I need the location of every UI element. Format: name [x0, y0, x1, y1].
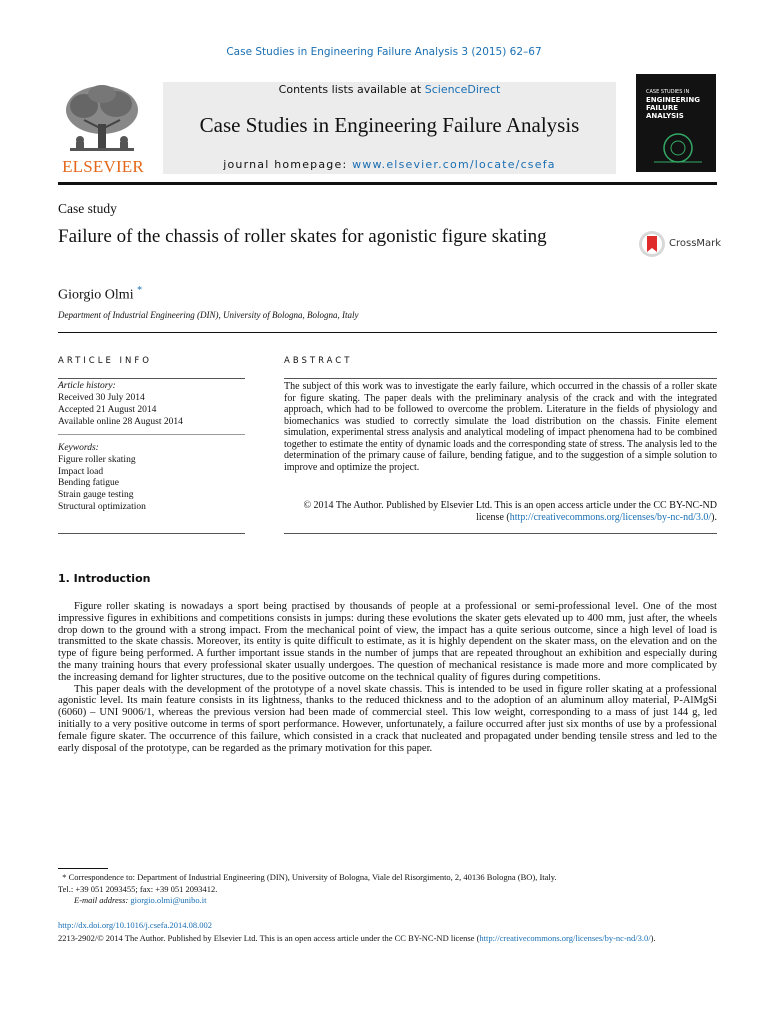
license-text: 2213-2902/© 2014 The Author. Published by Elsevier Ltd. This is an open access article under the CC BY-NC-ND license (	[58, 933, 480, 943]
footnote-line	[58, 872, 717, 884]
history-divider	[58, 434, 245, 435]
keyword: Strain gauge testing	[58, 490, 134, 501]
cover-line: FAILURE	[646, 104, 679, 112]
history-label: Article history:	[58, 381, 116, 391]
email-label: E-mail address:	[74, 895, 131, 905]
doi-link[interactable]: http://dx.doi.org/10.1016/j.csefa.2014.08.002	[58, 920, 213, 930]
journal-reference[interactable]: Case Studies in Engineering Failure Analysis 3 (2015) 62–67	[226, 46, 542, 58]
author-footnote-mark[interactable]: *	[137, 285, 143, 296]
author-affiliation: Department of Industrial Engineering (DIN), University of Bologna, Bologna, Italy	[58, 310, 359, 320]
abstract-bottom-divider	[284, 533, 717, 534]
cover-graphic-icon	[650, 126, 706, 166]
contents-line	[163, 83, 616, 96]
header-divider	[58, 182, 717, 185]
abstract-copyright	[284, 500, 717, 524]
history-accepted: Accepted 21 August 2014	[58, 405, 157, 415]
keywords-list	[58, 443, 245, 514]
keywords-label: Keywords:	[58, 443, 99, 453]
introduction-body	[58, 601, 717, 754]
homepage-prefix: journal homepage:	[223, 158, 353, 171]
publisher-name: ELSEVIER	[62, 157, 144, 176]
history-online: Available online 28 August 2014	[58, 417, 183, 427]
copyright-end: ).	[711, 512, 717, 523]
cover-line: ENGINEERING	[646, 96, 701, 104]
email-link[interactable]: giorgio.olmi@unibo.it	[130, 895, 207, 905]
cover-line: ANALYSIS	[646, 112, 684, 120]
license-footer	[58, 933, 717, 945]
abstract-text: The subject of this work was to investigate the early failure, which occurred in the chassis of a roller skate for figure skating. The paper deals with the preliminary analysis of the crack and with the integrated approach, which had to be followed to overcome the problem. Literature in the fields of physiology and biomechanics was studied to correctly simulate the load distribution on the chassis. Finite element simulation, experimental stress analysis and analytical modeling of impact phenomena had to be combined together to estimate the entity of dynamic loads and the corresponding state of stress. The analysis led to the determination of the primary cause of failure, bending fatigue, and to the suggestion of a simple solution to improve and optimize the project.	[284, 381, 717, 473]
paragraph: This paper deals with the development of the prototype of a novel skate chassis. This is intended to be used in figure roller skating at a professional agonistic level. Its main feature consists in its lightness, thanks to the reduced thickness and to the adoption of an aluminum alloy material, P-AlMgSi (6060) – UNI 9006/1, whereas the previous version had been made of commercial steel. This low weight, corresponding to a mass of just 144 g, led initially to a very positive outcome in terms of sport performance. However, unfortunately, a failure occurred after just six months of use by a professional female figure skater. The occurrence of this failure, which consisted in a crack that nucleated and propagated under bending tensile stress and led to the early disposal of the prototype, can be regarded as the primary motivation for this paper.	[58, 683, 717, 754]
keyword: Impact load	[58, 466, 104, 477]
sciencedirect-link[interactable]: ScienceDirect	[424, 83, 501, 96]
footnote-divider	[58, 868, 108, 869]
license-end: ).	[650, 933, 656, 943]
title-divider	[58, 332, 717, 333]
footer-license-link[interactable]: http://creativecommons.org/licenses/by-nc-nd/3.0/	[479, 933, 651, 943]
journal-title: Case Studies in Engineering Failure Analysis	[199, 113, 580, 137]
abstract-divider	[284, 378, 717, 379]
article-history	[58, 380, 245, 428]
license-link[interactable]: http://creativecommons.org/licenses/by-nc-nd/3.0/	[509, 512, 712, 523]
info-divider	[58, 378, 245, 379]
section-heading-introduction: 1. Introduction	[58, 572, 151, 585]
crossmark-label[interactable]: CrossMark	[669, 238, 722, 249]
paragraph: Figure roller skating is nowadays a sport being practised by thousands of people at a professional or semi-professional level. One of the most impressive figures in exhibitions and competitions consists in jumps: during these evolutions the skater gets elevated up to 400 mm, just after, the wheels drop down to the ground with a strong impact. From the mechanical point of view, the impact has a quite serious outcome, since a high level of load is transmitted to the skate chassis. Moreover, its entity is quite difficult to estimate, as it is highly dependent on the skater mass, on the elevation and on the type of figure being performed. A further important issue stands in the number of jumps that are repeated throughout an exhibition and especially during the many training hours that every professional skater usually undergoes. The question of mechanical resistance is made more and more complicated by the increasing demand for lighter structures, due to the positive outcome on the technical quality of figures during competitions.	[58, 601, 717, 683]
footnote-tel: Tel.: +39 051 2093455; fax: +39 051 2093412.	[58, 883, 218, 894]
article-title: Failure of the chassis of roller skates for agonistic figure skating	[58, 226, 547, 247]
cover-line: CASE STUDIES IN	[646, 89, 690, 95]
contents-prefix: Contents lists available at	[278, 83, 425, 96]
article-type: Case study	[58, 201, 117, 216]
keyword: Structural optimization	[58, 501, 146, 512]
author-name	[58, 285, 142, 304]
info-bottom-divider	[58, 533, 245, 534]
cover-title	[646, 88, 710, 120]
keyword: Figure roller skating	[58, 454, 136, 465]
homepage-link[interactable]: www.elsevier.com/locate/csefa	[352, 158, 556, 171]
history-received: Received 30 July 2014	[58, 393, 145, 403]
keyword: Bending fatigue	[58, 478, 119, 489]
author-text: Giorgio Olmi	[58, 287, 134, 303]
homepage-line	[163, 158, 616, 171]
copyright-text: © 2014 The Author. Published by Elsevier Ltd. This is an open access article under the CC BY-NC-ND license (	[303, 500, 717, 523]
correspondence-footnote	[58, 872, 717, 907]
footnote-email-line	[58, 895, 717, 907]
journal-cover[interactable]	[636, 74, 716, 172]
article-info-heading: ARTICLE INFO	[58, 356, 152, 366]
footnote-mark: *	[62, 872, 67, 882]
footnote-text: Correspondence to: Department of Industrial Engineering (DIN), University of Bologna, Viale del Risorgimento, 2, 40136 Bologna (BO), Italy.	[68, 872, 557, 882]
abstract-heading: ABSTRACT	[284, 356, 353, 366]
